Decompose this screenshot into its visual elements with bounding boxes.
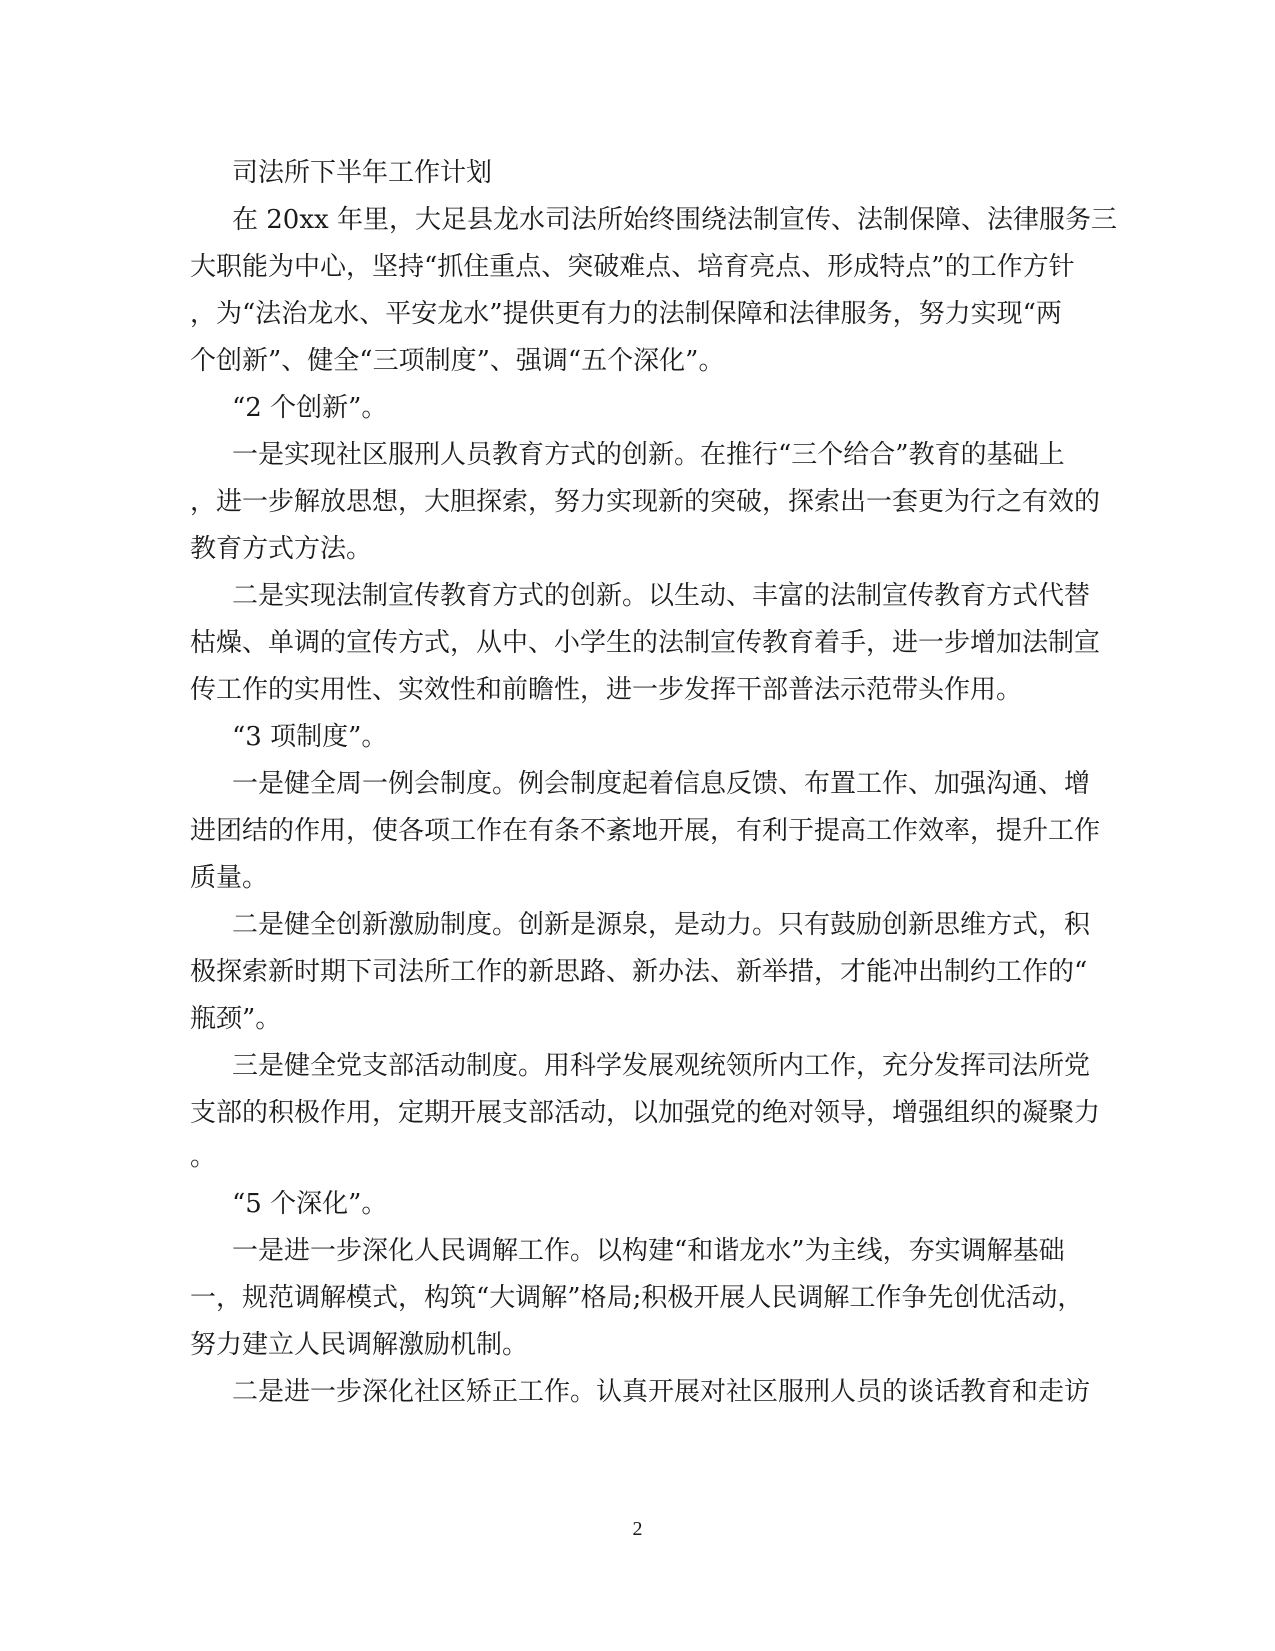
paragraph-line: 一，规范调解模式，构筑“大调解”格局;积极开展人民调解工作争先创优活动， — [190, 1283, 1084, 1313]
paragraph-line: 二是健全创新激励制度。创新是源泉，是动力。只有鼓励创新思维方式，积 — [232, 910, 1091, 940]
document-title: 司法所下半年工作计划 — [232, 158, 493, 188]
page-number: 2 — [632, 1518, 643, 1540]
paragraph-line: 一是健全周一例会制度。例会制度起着信息反馈、布置工作、加强沟通、增 — [232, 769, 1091, 799]
paragraph-line: 质量。 — [190, 863, 269, 893]
paragraph-line: 枯燥、单调的宣传方式，从中、小学生的法制宣传教育着手，进一步增加法制宣 — [190, 628, 1101, 658]
paragraph-line: 大职能为中心，坚持“抓住重点、突破难点、培育亮点、形成特点”的工作方针 — [190, 252, 1075, 282]
paragraph-line: 。 — [190, 1142, 217, 1172]
section-heading: “5 个深化”。 — [232, 1189, 388, 1219]
paragraph-line: ，为“法治龙水、平安龙水”提供更有力的法制保障和法律服务，努力实现“两 — [190, 299, 1062, 329]
paragraph-line: 进团结的作用，使各项工作在有条不紊地开展，有利于提高工作效率，提升工作 — [190, 816, 1101, 846]
section-heading: “2 个创新”。 — [232, 393, 388, 423]
paragraph-line: 二是进一步深化社区矫正工作。认真开展对社区服刑人员的谈话教育和走访 — [232, 1377, 1091, 1407]
paragraph-line: 支部的积极作用，定期开展支部活动，以加强党的绝对领导，增强组织的凝聚力 — [190, 1098, 1101, 1128]
paragraph-line: 个创新”、健全“三项制度”、强调“五个深化”。 — [190, 346, 725, 376]
paragraph-line: 一是进一步深化人民调解工作。以构建“和谐龙水”为主线，夯实调解基础 — [232, 1236, 1065, 1266]
paragraph-line: 三是健全党支部活动制度。用科学发展观统领所内工作，充分发挥司法所党 — [232, 1051, 1091, 1081]
paragraph-line: 瓶颈”。 — [190, 1004, 282, 1034]
paragraph-line: 传工作的实用性、实效性和前瞻性，进一步发挥干部普法示范带头作用。 — [190, 675, 1023, 705]
paragraph-line: 极探索新时期下司法所工作的新思路、新办法、新举措，才能冲出制约工作的“ — [190, 957, 1088, 987]
paragraph-line: 努力建立人民调解激励机制。 — [190, 1330, 529, 1360]
paragraph-line: 一是实现社区服刑人员教育方式的创新。在推行“三个给合”教育的基础上 — [232, 440, 1065, 470]
paragraph-line: 二是实现法制宣传教育方式的创新。以生动、丰富的法制宣传教育方式代替 — [232, 581, 1091, 611]
section-heading: “3 项制度”。 — [232, 722, 388, 752]
paragraph-line: ，进一步解放思想，大胆探索，努力实现新的突破，探索出一套更为行之有效的 — [190, 487, 1101, 517]
paragraph-line: 教育方式方法。 — [190, 534, 373, 564]
paragraph-line: 在 20xx 年里，大足县龙水司法所始终围绕法制宣传、法制保障、法律服务三 — [232, 205, 1117, 235]
